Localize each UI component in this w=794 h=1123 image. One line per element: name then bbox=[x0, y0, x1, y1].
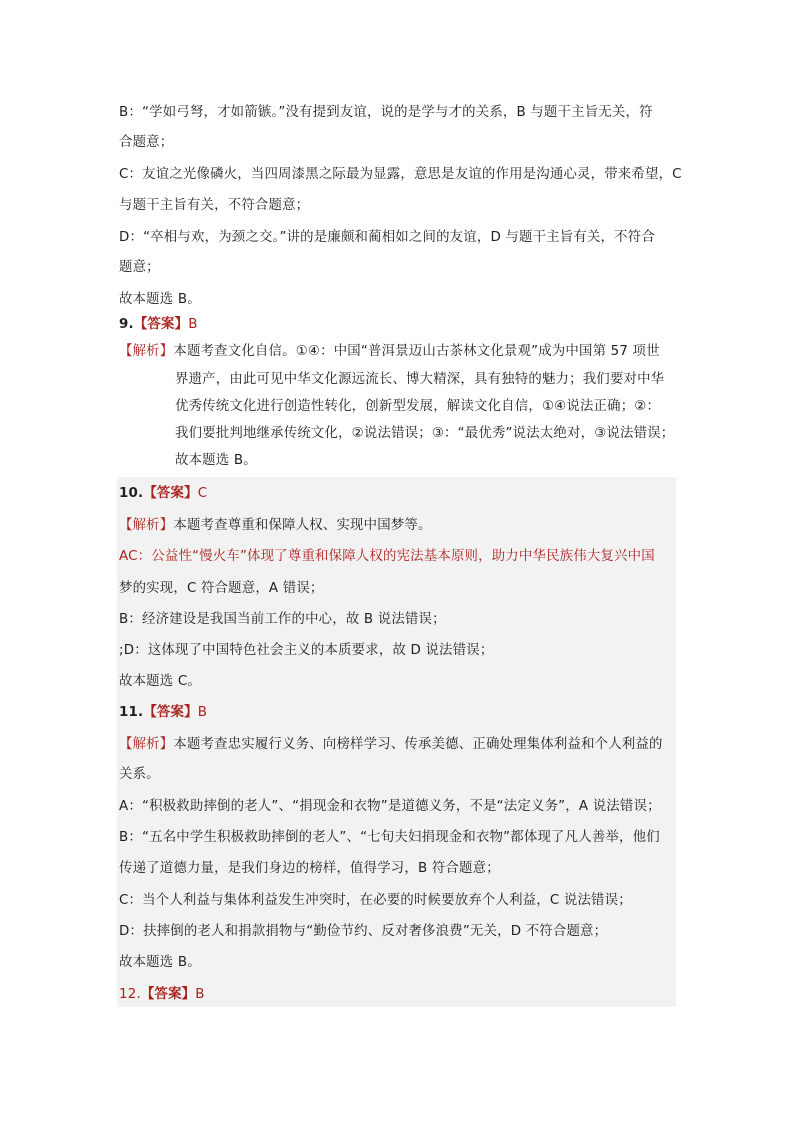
q10-option-d-line: ;D：这体现了中国特色社会主义的本质要求，故 D 说法错误； bbox=[119, 643, 494, 658]
q8-option-c-line2: 与题干主旨有关，不符合题意； bbox=[119, 198, 310, 213]
q11-answer-line bbox=[119, 703, 207, 723]
q9-analysis-text1: 本题考查文化自信。①④：中国“普洱景迈山古茶林文化景观”成为中国第 57 项世 bbox=[173, 344, 660, 359]
q11-analysis-tag: 【解析】 bbox=[119, 737, 174, 752]
q10-number: 10. bbox=[119, 486, 144, 501]
q10-option-ac-line1: AC：公益性“慢火车”体现了尊重和保障人权的宪法基本原则，助力中华民族伟大复兴中国 bbox=[119, 549, 655, 564]
q11-option-b-line1: B：“五名中学生积极救助摔倒的老人”、“七旬夫妇捐现金和衣物”都体现了凡人善举，他们 bbox=[119, 830, 660, 845]
q10-option-b-line: B：经济建设是我国当前工作的中心，故 B 说法错误； bbox=[119, 612, 446, 627]
q9-answer-value: B bbox=[188, 317, 198, 332]
q8-option-c-line1: C：友谊之光像磷火，当四周漆黑之际最为显露，意思是友谊的作用是沟通心灵，带来希望，C bbox=[119, 167, 682, 182]
q12-answer-line bbox=[119, 985, 205, 1005]
q11-conclusion: 故本题选 B。 bbox=[119, 955, 201, 970]
q9-analysis-line5: 故本题选 B。 bbox=[175, 453, 257, 468]
q9-analysis-line3: 优秀传统文化进行创造性转化，创新型发展，解读文化自信，①④说法正确；②： bbox=[175, 399, 661, 414]
q11-option-b-line2: 传递了道德力量，是我们身边的榜样，值得学习，B 符合题意； bbox=[119, 861, 500, 876]
q8-option-b-line1: B：“学如弓弩，才如箭镞。”没有提到友谊，说的是学与才的关系，B 与题干主旨无关，符 bbox=[119, 105, 653, 120]
q9-answer-tag: 【答案】 bbox=[133, 317, 189, 332]
q9-analysis-tag: 【解析】 bbox=[119, 344, 174, 359]
q9-number: 9. bbox=[119, 317, 134, 332]
q9-analysis-line2: 界遗产，由此可见中华文化源远流长、博大精深，具有独特的魅力；我们要对中华 bbox=[175, 372, 665, 387]
q11-option-d-line: D：扶摔倒的老人和捐款捐物与“勤俭节约、反对奢侈浪费”无关，D 不符合题意； bbox=[119, 924, 608, 939]
q8-option-b-line2: 合题意； bbox=[119, 135, 174, 150]
q11-answer-tag: 【答案】 bbox=[143, 705, 198, 720]
q10-option-ac-line2: 梦的实现，C 符合题意，A 错误； bbox=[119, 581, 324, 596]
q10-conclusion: 故本题选 C。 bbox=[119, 674, 201, 689]
q8-conclusion: 故本题选 B。 bbox=[119, 292, 201, 307]
q10-answer-value: C bbox=[197, 486, 208, 501]
q11-option-a-line: A：“积极救助摔倒的老人”、“捐现金和衣物”是道德义务，不是“法定义务”，A 说法错误； bbox=[119, 799, 661, 814]
q11-answer-value: B bbox=[197, 705, 208, 720]
q12-number: 12. bbox=[119, 987, 141, 1002]
q11-analysis-line1 bbox=[119, 735, 663, 755]
q9-analysis-line4: 我们要批判地继承传统文化，②说法错误；③：“最优秀”说法太绝对，③说法错误； bbox=[175, 426, 675, 441]
q12-answer-value: B bbox=[195, 987, 205, 1002]
q8-option-d-line2: 题意； bbox=[119, 260, 160, 275]
q12-answer-tag: 【答案】 bbox=[140, 987, 196, 1002]
q10-analysis-line1 bbox=[119, 516, 432, 536]
q9-analysis-line1 bbox=[119, 342, 660, 362]
q10-answer-tag: 【答案】 bbox=[143, 486, 198, 501]
q8-option-d-line1: D：“卒相与欢，为颈之交。”讲的是廉颇和蔺相如之间的友谊，D 与题干主旨有关，不符合 bbox=[119, 230, 655, 245]
q10-answer-line bbox=[119, 484, 207, 504]
q11-analysis-text1: 本题考查忠实履行义务、向榜样学习、传承美德、正确处理集体利益和个人利益的 bbox=[173, 737, 663, 752]
q9-answer-line bbox=[119, 315, 198, 335]
q10-analysis-tag: 【解析】 bbox=[119, 518, 174, 533]
q10-analysis-text1: 本题考查尊重和保障人权、实现中国梦等。 bbox=[173, 518, 432, 533]
q11-option-c-line: C：当个人利益与集体利益发生冲突时，在必要的时候要放弃个人利益，C 说法错误； bbox=[119, 893, 632, 908]
q11-number: 11. bbox=[119, 705, 144, 720]
q11-analysis-line2: 关系。 bbox=[119, 767, 160, 782]
